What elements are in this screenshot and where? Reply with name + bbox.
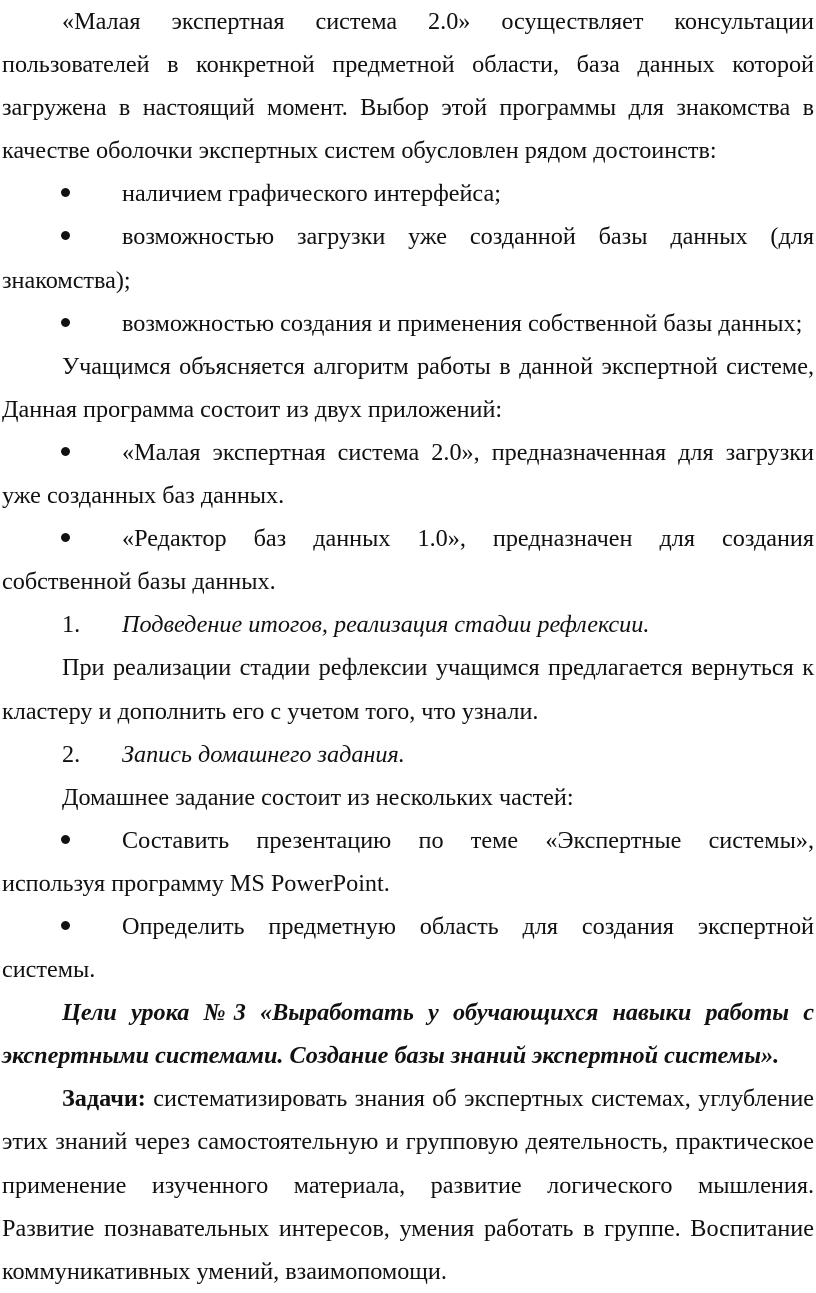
list-item-text: возможностью загрузки уже созданной базы данных (для знакомства); (2, 223, 814, 294)
step-heading-1 (2, 603, 814, 646)
list-item-text: возможностью создания и применения собственной базы данных; (122, 309, 803, 337)
tasks-text: систематизировать знания об экспертных системах, углубление этих знаний через самостоятельную и групповую деятельность, практическое применение изученного материала, развитие логического мышления. Развитие познавательных интересов, умения работать в группе. Воспитание коммуникативных умений, взаимопомощи. (2, 1085, 814, 1285)
list-item-text: «Малая экспертная система 2.0», предназначенная для загрузки уже созданных баз данных. (2, 438, 814, 510)
list-item (2, 819, 814, 905)
step-title: Запись домашнего задания. (122, 740, 405, 768)
list-item-text: Составить презентацию по теме «Экспертные системы», используя программу MS PowerPoint. (2, 826, 814, 897)
tasks-label: Задачи: (62, 1085, 146, 1113)
bullet-icon (61, 447, 70, 456)
lesson-goal: Цели урока №3 «Выработать у обучающихся навыки работы с экспертными системами. Создание базы знаний экспертной системы». (2, 999, 814, 1070)
homework-intro: Домашнее задание состоит из нескольких частей: (62, 783, 574, 811)
step-heading-2 (2, 733, 814, 776)
algorithm-paragraph: Учащимся объясняется алгоритм работы в данной экспертной системе, Данная программа состоит из двух приложений: (2, 352, 814, 423)
bullet-icon (61, 921, 70, 930)
step-title: Подведение итогов, реализация стадии рефлексии. (122, 611, 650, 639)
list-item-text: «Редактор баз данных 1.0», предназначен для создания собственной базы данных. (2, 525, 814, 596)
tasks-paragraph (2, 1077, 814, 1292)
bullet-icon (61, 318, 70, 327)
list-item-text: Определить предметную область для создания экспертной системы. (2, 912, 814, 984)
step-number: 1. (62, 611, 81, 639)
reflection-paragraph: При реализации стадии рефлексии учащимся предлагается вернуться к кластеру и дополнить его с учетом того, что узнали. (2, 654, 814, 725)
list-item (2, 302, 814, 345)
bullet-icon (61, 835, 70, 844)
list-item (2, 905, 814, 991)
list-item (2, 517, 814, 603)
list-item (2, 215, 814, 301)
list-item-text: наличием графического интерфейса; (122, 180, 501, 208)
step-number: 2. (62, 740, 81, 768)
list-item (2, 431, 814, 517)
intro-paragraph: «Малая экспертная система 2.0» осуществляет консультации пользователей в конкретной предметной области, база данных которой загружена в настоящий момент. Выбор этой программы для знакомства в качестве оболочки экспертных систем обусловлен рядом достоинств: (2, 8, 814, 165)
list-item (2, 172, 814, 215)
